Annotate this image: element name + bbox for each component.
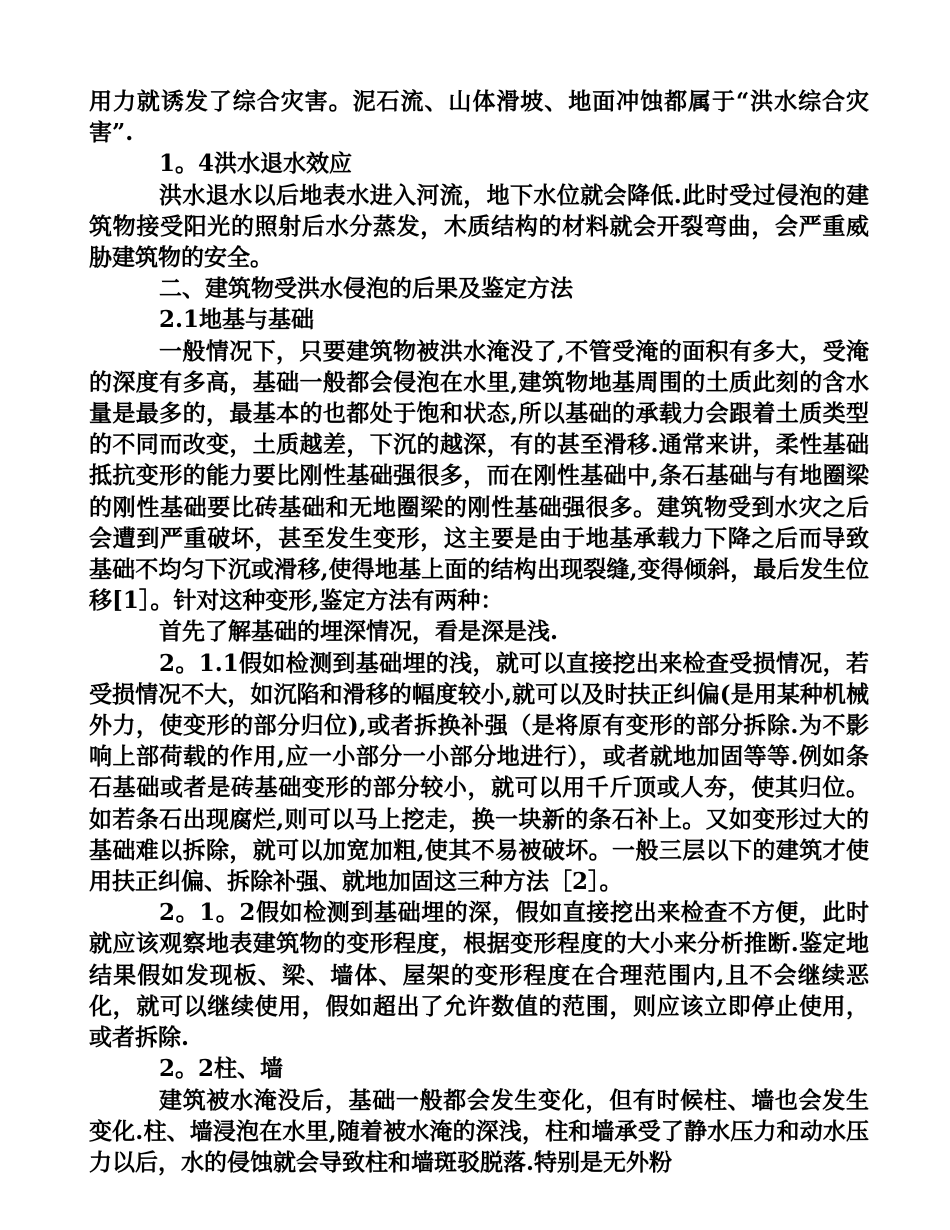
section-heading-1-4: 1。4洪水退水效应 xyxy=(159,150,353,178)
paragraph-continuation: 用力就诱发了综合灾害。泥石流、山体滑坡、地面冲蚀都属于“洪水综合灾害”. xyxy=(89,88,869,147)
paragraph-foundation-general: 一般情况下，只要建筑物被洪水淹没了,不管受淹的面积有多大，受淹的深度有多高，基础一般都会侵泡在水里,建筑物地基周围的土质此刻的含水量是最多的，最基本的也都处于饱和状态,所以基础的承载力会跟着土质类型的不同而改变，土质越差，下沉的越深，有的甚至滑移.通常来讲，柔性基础抵抗变形的能力要比刚性基础强很多，而在刚性基础中,条石基础与有地圈梁的刚性基础要比砖基础和无地圈梁的刚性基础强很多。建筑物受到水灾之后会遭到严重破坏，甚至发生变形，这主要是由于地基承载力下降之后而导致基础不均匀下沉或滑移,使得地基上面的结构出现裂缝,变得倾斜，最后发生位移[1］。针对这种变形,鉴定方法有两种： xyxy=(89,337,869,615)
section-heading-2-1: 2.1地基与基础 xyxy=(159,306,315,334)
paragraph-2-1-2: 2。1。2假如检测到基础埋的深，假如直接挖出来检查不方便，此时就应该观察地表建筑物的变形程度，根据变形程度的大小来分析推断.鉴定地结果假如发现板、梁、墙体、屋架的变形程度在合理范围内,且不会继续恶化，就可以继续使用，假如超出了允许数值的范围，则应该立即停止使用，或者拆除. xyxy=(89,899,869,1052)
paragraph-flood-recession: 洪水退水以后地表水进入河流，地下水位就会降低.此时受过侵泡的建筑物接受阳光的照射后水分蒸发，木质结构的材料就会开裂弯曲，会严重威胁建筑物的安全。 xyxy=(89,181,869,272)
section-heading-2-2: 2。2柱、墙 xyxy=(159,1055,284,1083)
paragraph-columns-walls: 建筑被水淹没后，基础一般都会发生变化，但有时候柱、墙也会发生变化.柱、墙浸泡在水里,随着被水淹的深浅，柱和墙承受了静水压力和动水压力以后，水的侵蚀就会导致柱和墙斑驳脱落.特别是无外粉 xyxy=(89,1086,869,1176)
section-heading-2: 二、建筑物受洪水侵泡的后果及鉴定方法 xyxy=(159,275,573,303)
paragraph-2-1-1: 2。1.1假如检测到基础埋的浅，就可以直接挖出来检查受损情况，若受损情况不大，如沉陷和滑移的幅度较小,就可以及时扶正纠偏(是用某种机械外力，使变形的部分归位),或者拆换补强（是将原有变形的部分拆除.为不影响上部荷载的作用,应一小部分一小部分地进行），或者就地加固等等.例如条石基础或者是砖基础变形的部分较小，就可以用千斤顶或人夯，使其归位。如若条石出现腐烂,则可以马上挖走，换一块新的条石补上。又如变形过大的基础难以拆除，就可以加宽加粗,使其不易被破坏。一般三层以下的建筑才使用扶正纠偏、拆除补强、就地加固这三种方法［2］。 xyxy=(89,649,869,896)
document-body xyxy=(89,86,869,1178)
paragraph-foundation-depth: 首先了解基础的埋深情况，看是深是浅. xyxy=(159,618,559,646)
